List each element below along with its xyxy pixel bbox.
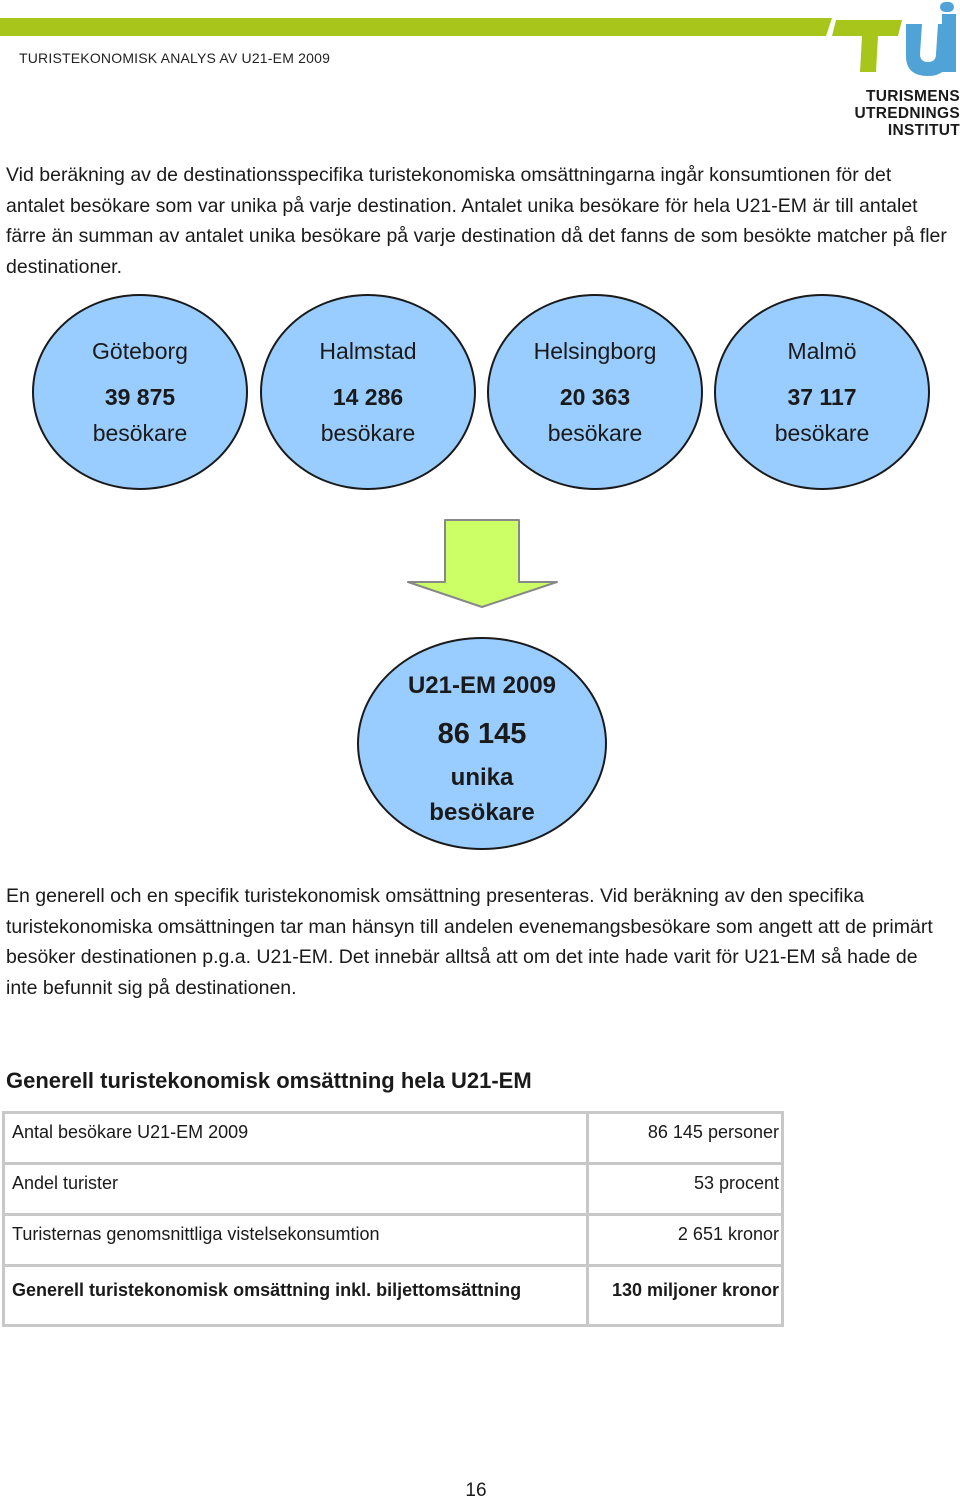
destination-name: Malmö bbox=[787, 338, 857, 364]
destination-visitors: 37 117 bbox=[787, 384, 857, 410]
total-label-line-1: unika bbox=[450, 764, 514, 791]
row-label: Andel turister bbox=[4, 1164, 588, 1215]
section-title: Generell turistekonomisk omsättning hela U21-EM bbox=[6, 1068, 532, 1093]
total-bubble bbox=[357, 637, 607, 850]
summary-table bbox=[2, 1111, 784, 1327]
header-title: TURISTEKONOMISK ANALYS AV U21-EM 2009 bbox=[19, 50, 331, 66]
page-number: 16 bbox=[465, 1480, 487, 1501]
table-row bbox=[4, 1113, 783, 1164]
intro-paragraph: Vid beräkning av de destinationsspecifika turistekonomiska omsättningarna ingår konsumtionen för det antalet besökare som var unika på varje destination. Antalet unika besökare för hela U21-EM är till antalet färre än summan av antalet unika besökare på varje destination då det fanns de som besökte matcher på fler destinationer. bbox=[6, 164, 947, 278]
destination-bubble-halmstad bbox=[260, 294, 476, 490]
table-row bbox=[4, 1164, 783, 1215]
total-label-line-2: besökare bbox=[429, 799, 535, 826]
destination-unit: besökare bbox=[774, 420, 870, 446]
row-value: 86 145 personer bbox=[588, 1113, 783, 1164]
destination-bubble-goteborg bbox=[32, 294, 248, 490]
row-label: Turisternas genomsnittliga vistelsekonsumtion bbox=[4, 1215, 588, 1266]
logo-line-3: INSTITUT bbox=[887, 122, 960, 139]
destination-bubble-helsingborg bbox=[487, 294, 703, 490]
destination-unit: besökare bbox=[320, 420, 416, 446]
logo-wordmark bbox=[836, 88, 960, 139]
explanation-paragraph: En generell och en specifik turistekonomisk omsättning presenteras. Vid beräkning av den specifika turistekonomiska omsättningen tar man hänsyn till andelen evenemangsbesökare som angett att de primärt besöker destinationen p.g.a. U21-EM. Det innebär alltså att om det inte hade varit för U21-EM så hade de inte befunnit sig på destinationen. bbox=[6, 885, 933, 999]
destination-visitors: 14 286 bbox=[332, 384, 404, 410]
total-visitors: 86 145 bbox=[437, 718, 527, 750]
row-label: Antal besökare U21-EM 2009 bbox=[4, 1113, 588, 1164]
logo-line-2: UTREDNINGS bbox=[854, 105, 960, 122]
total-row-label: Generell turistekonomisk omsättning inkl. biljettomsättning bbox=[4, 1266, 588, 1326]
logo-line-1: TURISMENS bbox=[866, 88, 960, 105]
table-total-row bbox=[4, 1266, 783, 1326]
destination-unit: besökare bbox=[547, 420, 643, 446]
down-arrow-icon bbox=[405, 518, 561, 610]
destination-visitors: 20 363 bbox=[559, 384, 631, 410]
destination-visitors: 39 875 bbox=[104, 384, 176, 410]
header-bar bbox=[0, 0, 832, 40]
destination-bubble-malmo bbox=[714, 294, 930, 490]
destination-unit: besökare bbox=[92, 420, 188, 446]
destination-name: Göteborg bbox=[92, 338, 188, 364]
destination-name: Halmstad bbox=[319, 338, 417, 364]
row-value: 2 651 kronor bbox=[588, 1215, 783, 1266]
total-row-value: 130 miljoner kronor bbox=[588, 1266, 783, 1326]
destination-name: Helsingborg bbox=[533, 338, 657, 364]
row-value: 53 procent bbox=[588, 1164, 783, 1215]
total-title: U21-EM 2009 bbox=[407, 672, 557, 699]
table-row bbox=[4, 1215, 783, 1266]
